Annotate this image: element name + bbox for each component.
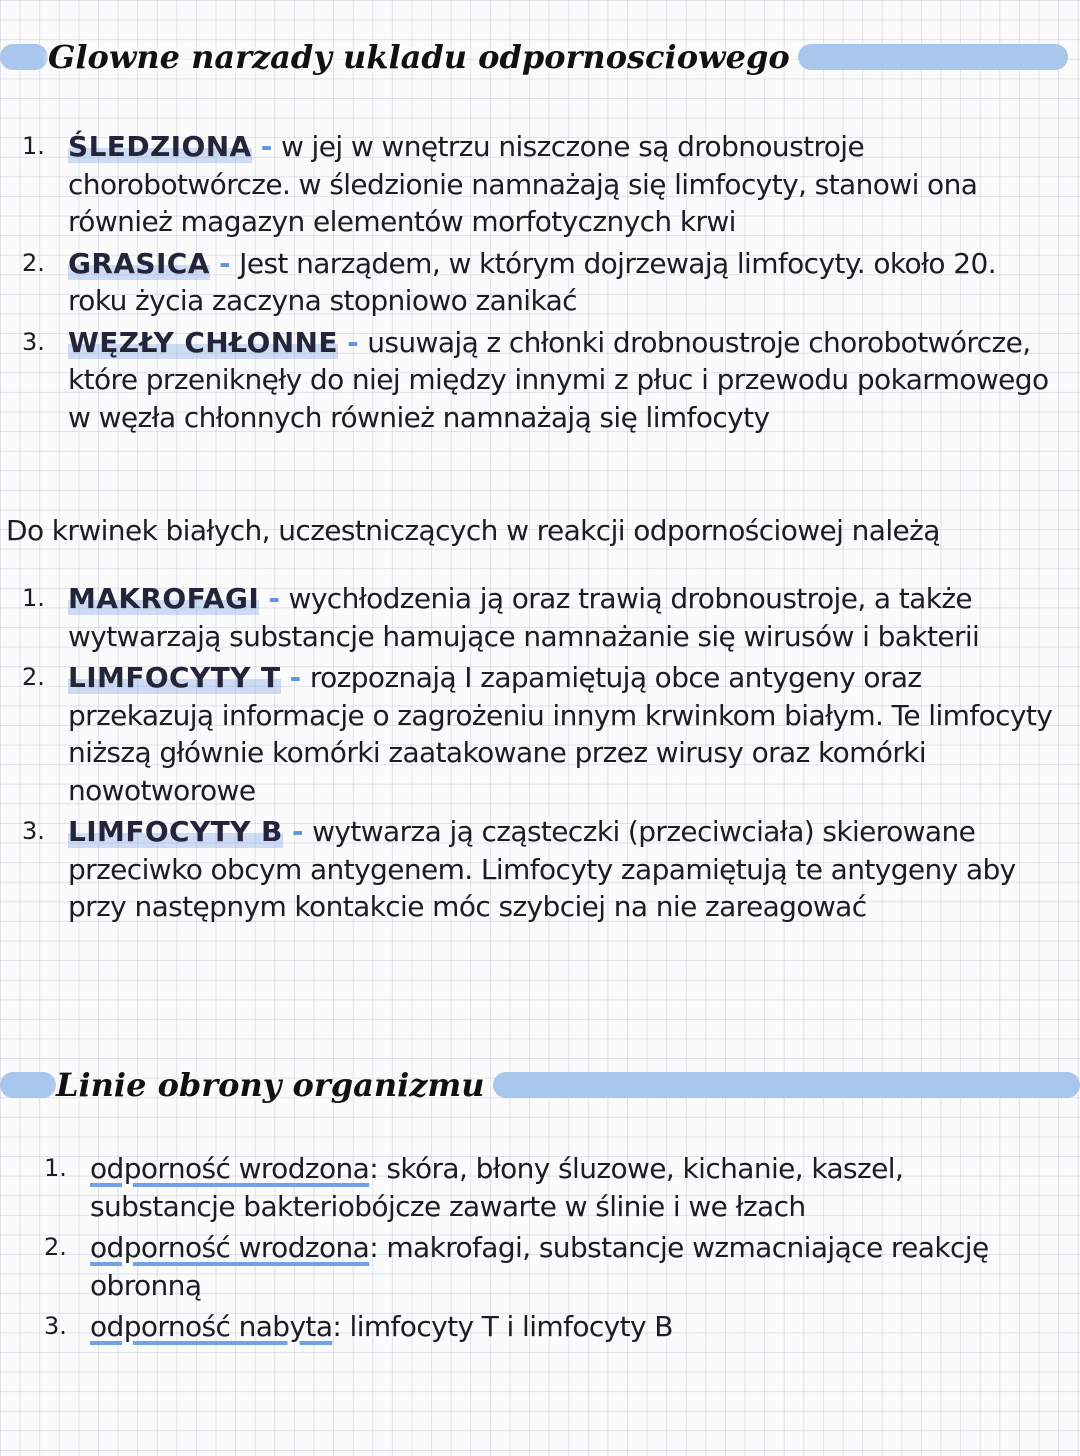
heading-title: Glowne narzady ukladu odpornosciowego — [48, 38, 790, 76]
item-text-block — [90, 1229, 1044, 1304]
definition: Jest narządem, w którym dojrzewają limfocyty. około 20. roku życia zaczyna stopniowo zanikać — [68, 246, 996, 317]
list-item — [22, 659, 1067, 809]
item-text-block — [68, 245, 1062, 320]
item-number: 2. — [44, 1233, 67, 1261]
item-number: 1. — [22, 584, 45, 612]
separator: - — [337, 325, 368, 359]
separator: - — [251, 130, 281, 163]
separator: - — [282, 815, 313, 848]
list-item — [22, 324, 1062, 437]
definition: usuwają z chłonki drobnoustroje chorobotwórcze, które przeniknęły do niej między innymi z płuc i przewodu pokarmowego w węzła chłonnych również namnażają się limfocyty — [68, 325, 1049, 434]
item-number: 2. — [22, 248, 45, 277]
list-item — [44, 1229, 1044, 1304]
separator: : — [369, 1231, 387, 1264]
item-number: 3. — [44, 1312, 67, 1340]
separator: - — [280, 661, 310, 694]
defense-lines-list — [44, 1150, 1044, 1350]
separator: : — [332, 1310, 350, 1343]
separator: - — [259, 582, 289, 615]
section-heading-organs — [0, 38, 1080, 76]
white-cells-intro: Do krwinek białych, uczestniczących w reakcji odpornościowej należą — [6, 514, 940, 547]
item-number: 3. — [22, 327, 45, 356]
separator: - — [209, 246, 240, 280]
item-text-block — [68, 813, 1067, 926]
item-number: 3. — [22, 817, 45, 845]
list-item — [22, 128, 1062, 241]
heading-highlight-bar — [798, 44, 1068, 70]
item-number: 2. — [22, 663, 45, 691]
item-text-block — [68, 128, 1062, 241]
definition: wychłodzenia ją oraz trawią drobnoustroje, a także wytwarzają substancje hamujące namnażanie się wirusów i bakterii — [68, 582, 980, 653]
list-item — [22, 580, 1067, 655]
term-label: MAKROFAGI — [68, 582, 260, 615]
heading-highlight-bar — [493, 1072, 1080, 1098]
term-label: WĘZŁY CHŁONNE — [68, 325, 338, 359]
term-label: LIMFOCYTY T — [68, 661, 281, 694]
term-label: GRASICA — [68, 246, 210, 280]
white-cells-list — [22, 580, 1067, 930]
item-number: 1. — [44, 1154, 67, 1182]
list-item — [44, 1308, 1044, 1346]
term-label: ŚLEDZIONA — [68, 130, 252, 163]
definition: skóra, błony śluzowe, kichanie, kaszel, substancje bakteriobójcze zawarte w ślinie i we łzach — [90, 1152, 904, 1223]
definition: makrofagi, substancje wzmacniające reakcję obronną — [90, 1231, 989, 1302]
definition: w jej w wnętrzu niszczone są drobnoustroje chorobotwórcze. w śledzionie namnażają się limfocyty, stanowi ona również magazyn elementów morfotycznych krwi — [68, 130, 978, 238]
definition: wytwarza ją cząsteczki (przeciwciała) skierowane przeciwko obcym antygenem. Limfocyty zapamiętują te antygeny aby przy następnym kontakcie móc szybciej na nie zareagować — [68, 815, 1016, 923]
item-text-block — [68, 659, 1067, 809]
list-item — [44, 1150, 1044, 1225]
list-item — [22, 245, 1062, 320]
definition: rozpoznają I zapamiętują obce antygeny oraz przekazują informacje o zagrożeniu innym krwinkom białym. Te limfocyty niższą głównie komórki zaatakowane przez wirusy oraz komórki nowotworowe — [68, 661, 1053, 807]
item-text-block — [68, 324, 1062, 437]
term-label: odporność wrodzona — [90, 1152, 370, 1185]
item-text-block — [68, 580, 1067, 655]
heading-title: Linie obrony organizmu — [56, 1066, 485, 1104]
section-heading-defense — [0, 1066, 1080, 1104]
separator: : — [369, 1152, 387, 1185]
list-item — [22, 813, 1067, 926]
item-text-block — [90, 1308, 673, 1346]
item-number: 1. — [22, 132, 45, 160]
term-label: odporność nabyta — [90, 1310, 333, 1343]
item-text-block — [90, 1150, 1044, 1225]
term-label: odporność wrodzona — [90, 1231, 370, 1264]
definition: limfocyty T i limfocyty B — [349, 1310, 673, 1343]
term-label: LIMFOCYTY B — [68, 815, 283, 848]
organs-list — [22, 128, 1062, 440]
